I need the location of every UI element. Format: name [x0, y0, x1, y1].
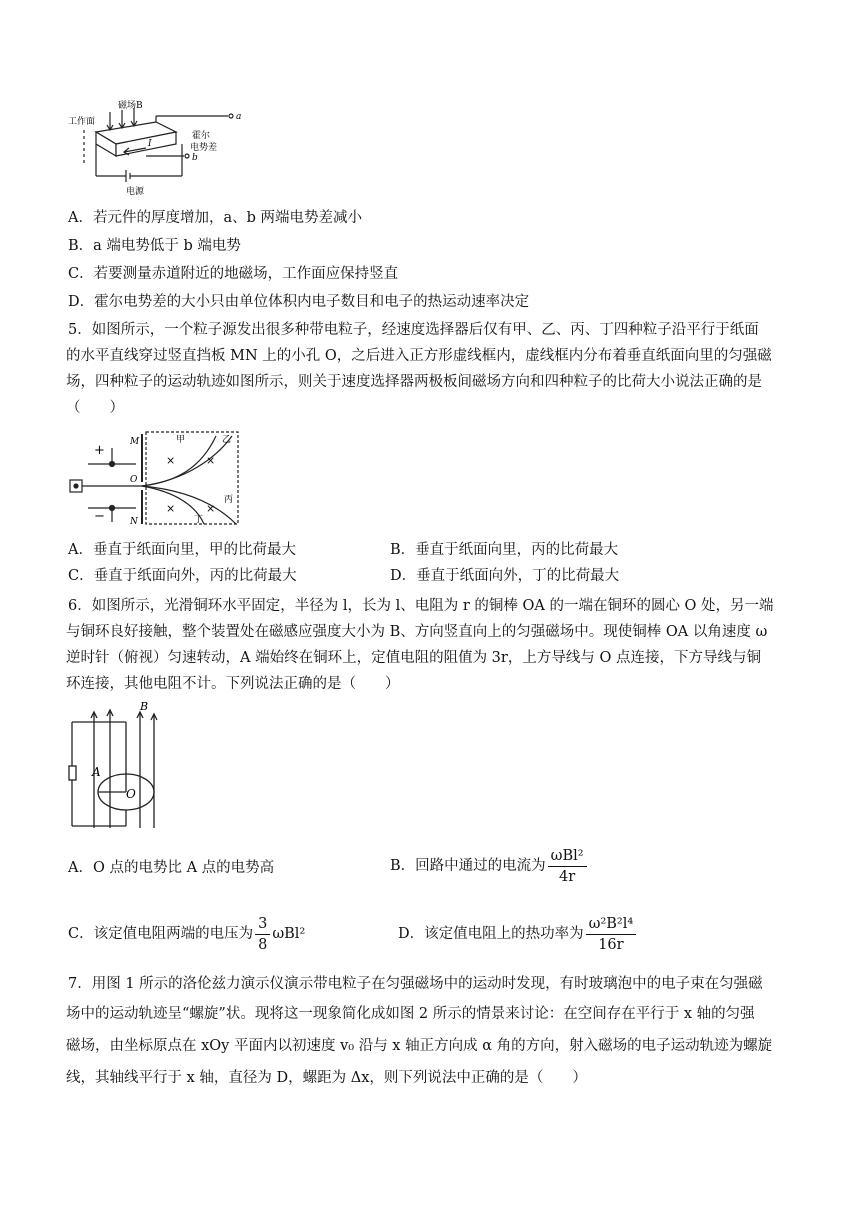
q6-stem-line2: 与铜环良好接触，整个装置处在磁感应强度大小为 B、方向竖直向上的匀强磁场中。现使铜棒 OA 以角速度 ω: [66, 624, 768, 640]
hall-element-figure: [66, 100, 246, 200]
q6-option-c-tail: ωBl²: [272, 926, 306, 942]
fraction: [255, 915, 270, 954]
label-hall: 霍尔: [192, 131, 211, 141]
label-ding: 丁: [194, 515, 204, 525]
fraction: [548, 847, 587, 886]
q5-option-b: B．垂直于纸面向里，丙的比荷最大: [390, 542, 619, 558]
label-potential-diff: 电势差: [190, 143, 218, 153]
label-o-center: O: [126, 787, 136, 801]
cross-mark: ×: [166, 454, 176, 467]
fraction-denominator: 8: [258, 936, 268, 953]
q5-option-c: C．垂直于纸面向外，丙的比荷最大: [68, 568, 297, 584]
label-o: O: [130, 475, 138, 485]
q7-stem-line3: 磁场，由坐标原点在 xOy 平面内以初速度 v₀ 沿与 x 轴正方向成 α 角的方向，射入磁场的电子运动轨迹为螺旋: [66, 1038, 773, 1054]
q5-option-a: A．垂直于纸面向里，甲的比荷最大: [68, 542, 296, 558]
q7-stem-line4: 线，其轴线平行于 x 轴，直径为 D，螺距为 Δx，则下列说法中正确的是（ ）: [66, 1070, 587, 1086]
fraction-numerator: ω²B²l⁴: [586, 915, 637, 935]
q6-stem-line1: 6．如图所示，光滑铜环水平固定，半径为 l，长为 l、电阻为 r 的铜棒 OA 的一端在铜环的圆心 O 处，另一端: [68, 598, 774, 614]
label-plus: +: [94, 443, 105, 458]
q6-option-d: [398, 914, 638, 954]
fraction-denominator: 16r: [598, 936, 624, 953]
q6-stem-line3: 逆时针（俯视）匀速转动，A 端始终在铜环上，定值电阻的阻值为 3r，上方导线与 O 点连接，下方导线与铜: [66, 650, 761, 666]
q6-stem-line4: 环连接，其他电阻不计。下列说法正确的是（ ）: [66, 676, 400, 692]
label-minus: −: [94, 509, 105, 524]
q5-stem-line2: 的水平直线穿过竖直挡板 MN 上的小孔 O，之后进入正方形虚线框内，虚线框内分布着垂直纸面向里的匀强磁: [66, 348, 772, 364]
q5-stem-line1: 5．如图所示，一个粒子源发出很多种带电粒子，经速度选择器后仅有甲、乙、丙、丁四种粒子沿平行于纸面: [68, 322, 759, 338]
label-b-field: 磁场B: [118, 101, 143, 111]
q6-option-b: [390, 846, 589, 886]
q4-option-d: D．霍尔电势差的大小只由单位体积内电子数目和电子的热运动速率决定: [68, 294, 530, 310]
label-jia: 甲: [176, 435, 186, 445]
copper-ring-figure: [66, 700, 176, 830]
fraction-denominator: 4r: [559, 868, 576, 885]
label-b: b: [192, 153, 198, 163]
q5-option-d: D．垂直于纸面向外，丁的比荷最大: [390, 568, 620, 584]
q7-stem-line1: 7．用图 1 所示的洛伦兹力演示仪演示带电粒子在匀强磁场中的运动时发现，有时玻璃泡中的电子束在匀强磁: [68, 976, 763, 992]
label-n: N: [130, 517, 138, 527]
q4-option-c: C．若要测量赤道附近的地磁场，工作面应保持竖直: [68, 266, 399, 282]
label-current: I: [148, 139, 152, 149]
q4-option-a: A．若元件的厚度增加，a、b 两端电势差减小: [68, 210, 363, 226]
label-a-end: A: [92, 765, 101, 779]
label-work-face: 工作面: [68, 117, 96, 127]
q4-option-b: B．a 端电势低于 b 端电势: [68, 238, 241, 254]
cross-mark: ×: [206, 454, 216, 467]
q6-option-a: A．O 点的电势比 A 点的电势高: [68, 860, 275, 876]
cross-mark: ×: [206, 502, 216, 515]
q6-option-c-text: C．该定值电阻两端的电压为: [68, 926, 254, 942]
label-bing: 丙: [224, 495, 234, 505]
cross-mark: ×: [166, 502, 176, 515]
label-yi: 乙: [222, 435, 232, 445]
q6-option-d-text: D．该定值电阻上的热功率为: [398, 926, 584, 942]
fraction: [586, 915, 637, 954]
label-b-field: B: [140, 700, 149, 713]
fraction-numerator: 3: [255, 915, 270, 935]
label-a: a: [236, 112, 242, 122]
fraction-numerator: ωBl²: [548, 847, 587, 867]
q6-option-c: [68, 914, 305, 954]
q5-stem-line4: （ ）: [66, 400, 124, 416]
label-power-source: 电源: [126, 187, 145, 197]
q5-stem-line3: 场，四种粒子的运动轨迹如图所示，则关于速度选择器两极板间磁场方向和四种粒子的比荷大小说法正确的是: [66, 374, 762, 390]
velocity-selector-figure: [66, 428, 246, 528]
label-m: M: [130, 437, 140, 447]
q6-option-b-text: B．回路中通过的电流为: [390, 858, 546, 874]
q7-stem-line2: 场中的运动轨迹呈“螺旋”状。现将这一现象简化成如图 2 所示的情景来讨论：在空间存在平行于 x 轴的匀强: [66, 1006, 755, 1022]
